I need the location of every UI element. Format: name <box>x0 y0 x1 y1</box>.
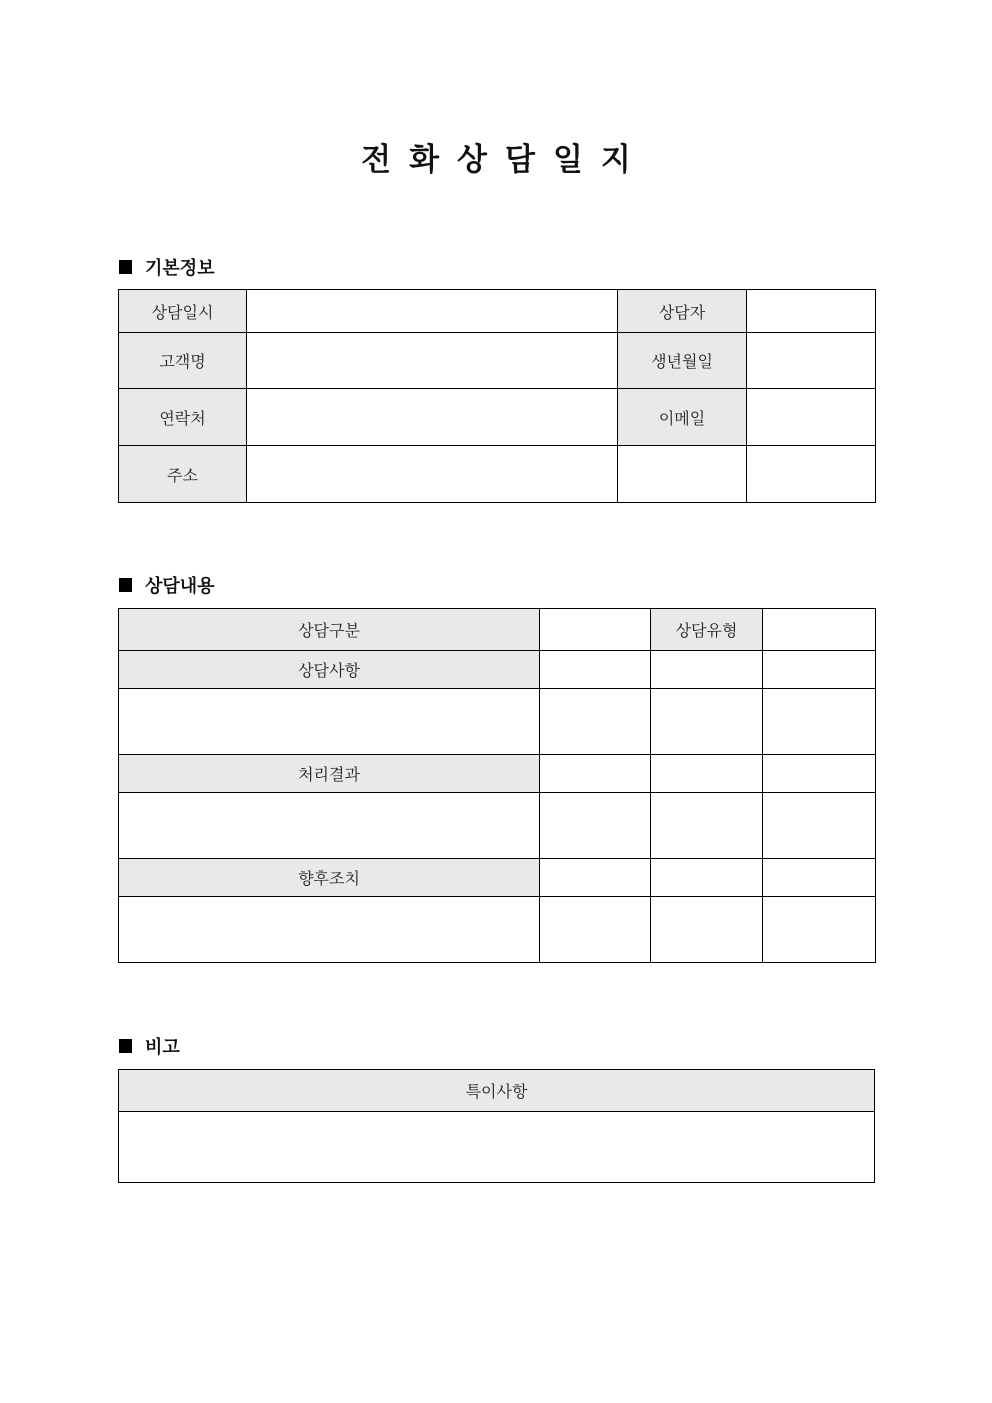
table-row <box>119 446 876 503</box>
square-bullet-icon <box>119 578 132 592</box>
section-title: 상담내용 <box>145 576 215 597</box>
table-row <box>119 755 876 793</box>
table-row <box>119 290 876 333</box>
empty-cell[interactable] <box>540 793 651 859</box>
field-contact[interactable] <box>247 389 618 446</box>
page-title <box>0 134 992 179</box>
empty-cell[interactable] <box>540 755 651 793</box>
field-counselor[interactable] <box>747 290 876 333</box>
empty-cell[interactable] <box>651 897 763 963</box>
empty-cell[interactable] <box>763 651 876 689</box>
table-row <box>119 689 876 755</box>
table-row <box>119 651 876 689</box>
title-char: 상 <box>457 142 487 178</box>
table-row <box>119 1070 875 1112</box>
field-consult-category[interactable] <box>540 609 651 651</box>
field-birthdate[interactable] <box>747 333 876 389</box>
field-customer-name[interactable] <box>247 333 618 389</box>
field-consult-type[interactable] <box>763 609 876 651</box>
empty-cell[interactable] <box>747 446 876 503</box>
field-processing-result[interactable] <box>119 793 540 859</box>
table-row <box>119 859 876 897</box>
title-char: 화 <box>409 142 440 178</box>
table-row <box>119 793 876 859</box>
field-special-notes[interactable] <box>119 1112 875 1183</box>
empty-cell[interactable] <box>540 859 651 897</box>
field-follow-up[interactable] <box>119 897 540 963</box>
section-title: 기본정보 <box>145 258 215 279</box>
empty-cell[interactable] <box>540 651 651 689</box>
empty-cell[interactable] <box>651 755 763 793</box>
section-title: 비고 <box>145 1037 180 1058</box>
section-heading-consultation <box>119 572 215 598</box>
empty-cell[interactable] <box>651 859 763 897</box>
empty-cell[interactable] <box>540 689 651 755</box>
empty-cell[interactable] <box>763 859 876 897</box>
label-consult-datetime: 상담일시 <box>119 290 247 333</box>
empty-cell[interactable] <box>651 793 763 859</box>
table-row <box>119 333 876 389</box>
empty-cell[interactable] <box>651 651 763 689</box>
table-row <box>119 389 876 446</box>
empty-cell[interactable] <box>763 793 876 859</box>
title-char: 일 <box>552 142 583 178</box>
title-char: 지 <box>600 142 631 178</box>
section-heading-remarks <box>119 1033 180 1059</box>
label-email: 이메일 <box>618 389 747 446</box>
empty-cell[interactable] <box>618 446 747 503</box>
table-row <box>119 609 876 651</box>
label-processing-result: 처리결과 <box>119 755 540 793</box>
label-counselor: 상담자 <box>618 290 747 333</box>
table-row <box>119 897 876 963</box>
title-char: 전 <box>361 142 392 178</box>
basic-info-table <box>118 289 876 503</box>
square-bullet-icon <box>119 1039 132 1053</box>
label-consult-category: 상담구분 <box>119 609 540 651</box>
square-bullet-icon <box>119 260 132 274</box>
empty-cell[interactable] <box>651 689 763 755</box>
remarks-table <box>118 1069 875 1183</box>
consultation-table <box>118 608 876 963</box>
label-consult-details: 상담사항 <box>119 651 540 689</box>
empty-cell[interactable] <box>540 897 651 963</box>
title-char: 담 <box>505 142 535 178</box>
empty-cell[interactable] <box>763 897 876 963</box>
label-special-notes: 특이사항 <box>119 1070 875 1112</box>
label-consult-type: 상담유형 <box>651 609 763 651</box>
label-follow-up: 향후조치 <box>119 859 540 897</box>
field-address[interactable] <box>247 446 618 503</box>
label-birthdate: 생년월일 <box>618 333 747 389</box>
field-consult-details[interactable] <box>119 689 540 755</box>
label-address: 주소 <box>119 446 247 503</box>
label-contact: 연락처 <box>119 389 247 446</box>
field-consult-datetime[interactable] <box>247 290 618 333</box>
field-email[interactable] <box>747 389 876 446</box>
empty-cell[interactable] <box>763 689 876 755</box>
empty-cell[interactable] <box>763 755 876 793</box>
section-heading-basic-info <box>119 254 215 280</box>
table-row <box>119 1112 875 1183</box>
label-customer-name: 고객명 <box>119 333 247 389</box>
